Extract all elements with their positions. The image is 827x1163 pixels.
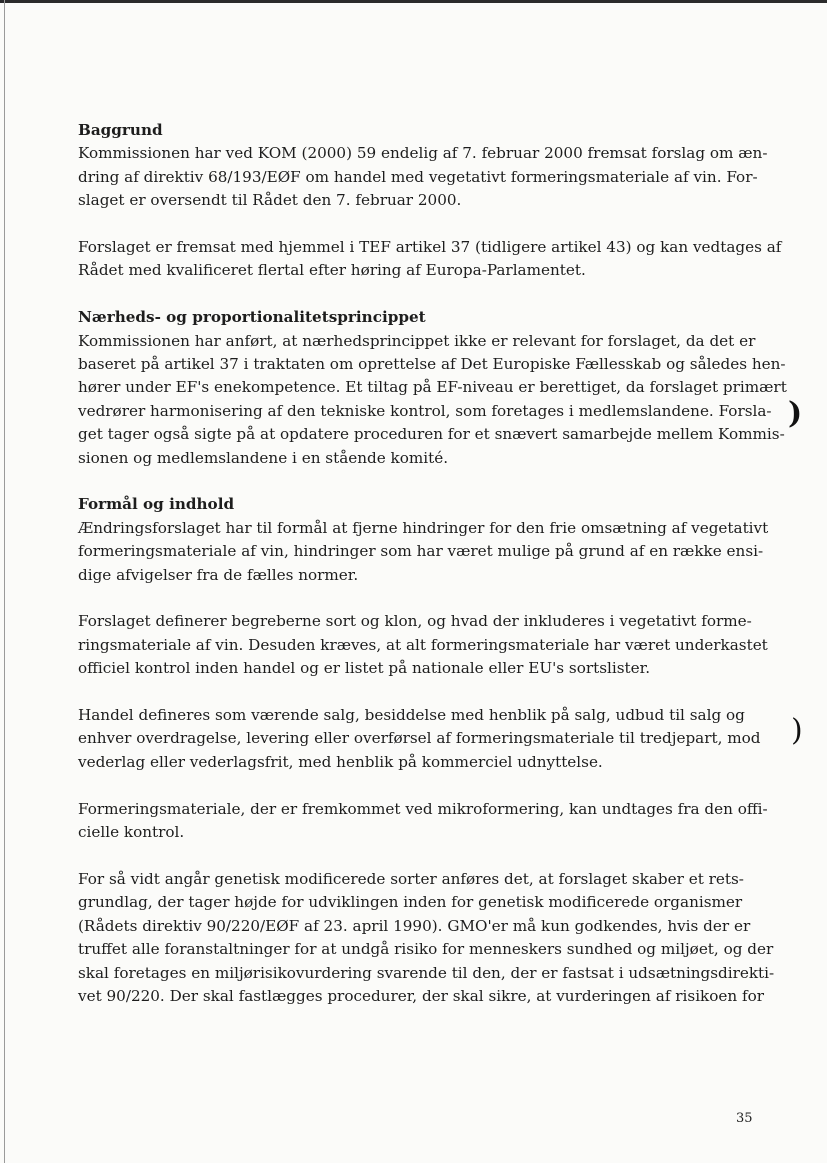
text-line: get tager også sigte på at opdatere proceduren for et snævert samarbejde mellem Kommis- [78, 425, 785, 444]
paragraph [78, 330, 787, 470]
text-line: Kommissionen har anført, at nærhedsprincippet ikke er relevant for forslaget, da det er [78, 331, 756, 350]
text-line: cielle kontrol. [78, 823, 185, 842]
text-line: For så vidt angår genetisk modificerede sorter anføres det, at forslaget skaber et rets- [78, 869, 744, 888]
text-line: Ændringsforslaget har til formål at fjerne hindringer for den frie omsætning af vegetativt [78, 518, 769, 537]
left-scan-edge [4, 0, 5, 1163]
text-line: Handel defineres som værende salg, besiddelse med henblik på salg, udbud til salg og [78, 706, 745, 725]
text-line: Forslaget er fremsat med hjemmel i TEF artikel 37 (tidligere artikel 43) og kan vedtages af [78, 238, 782, 257]
text-line: vedrører harmonisering af den tekniske kontrol, som foretages i medlemslandene. Forsla- [78, 401, 772, 420]
text-line: Rådet med kvalificeret flertal efter høring af Europa-Parlamentet. [78, 261, 586, 280]
page-number: 35 [736, 1111, 753, 1126]
section-formaal [78, 493, 775, 1008]
paragraph [78, 142, 768, 212]
text-line: vederlag eller vederlagsfrit, med henblik på kommerciel udnyttelse. [78, 752, 603, 771]
paragraph [78, 236, 782, 283]
section-baggrund [78, 119, 782, 283]
text-line: vet 90/220. Der skal fastlægges procedurer, der skal sikre, at vurderingen af risikoen for [78, 986, 765, 1005]
text-line: Forslaget definerer begreberne sort og klon, og hvad der inkluderes i vegetativt forme- [78, 612, 752, 631]
document-body [78, 119, 787, 1008]
text-line: skal foretages en miljørisikovurdering svarende til den, der er fastsat i udsætningsdirekti- [78, 963, 775, 982]
text-line: officiel kontrol inden handel og er listet på nationale eller EU's sortslister. [78, 659, 651, 678]
text-line: dring af direktiv 68/193/EØF om handel med vegetativt formeringsmateriale af vin. For- [78, 167, 758, 186]
text-line: truffet alle foranstaltninger for at undgå risiko for menneskers sundhed og miljøet, og der [78, 940, 774, 959]
text-line: (Rådets direktiv 90/220/EØF af 23. april 1990). GMO'er må kun godkendes, hvis der er [78, 916, 751, 935]
section-naerhed [78, 306, 787, 470]
text-line: grundlag, der tager højde for udviklingen inden for genetisk modificerede organismer [78, 893, 743, 912]
section-heading: Baggrund [78, 121, 163, 139]
binder-hole-mark-lower: ) [791, 713, 803, 748]
text-line: enhver overdragelse, levering eller overførsel af formeringsmateriale til tredjepart, mod [78, 729, 761, 748]
text-line: hører under EF's enekompetence. Et tiltag på EF-niveau er berettiget, da forslaget primært [78, 378, 787, 397]
paragraph [78, 798, 768, 845]
text-line: ringsmateriale af vin. Desuden kræves, at alt formeringsmateriale har været underkastet [78, 635, 768, 654]
text-line: baseret på artikel 37 i traktaten om oprettelse af Det Europiske Fællesskab og således hen- [78, 355, 786, 374]
section-heading: Formål og indhold [78, 495, 235, 514]
text-line: formeringsmateriale af vin, hindringer som har været mulige på grund af en række ensi- [78, 542, 764, 561]
text-line: sionen og medlemslandene i en stående komité. [78, 448, 449, 467]
paragraph [78, 517, 769, 587]
section-heading: Nærheds- og proportionalitetsprincippet [78, 308, 426, 327]
paragraph [78, 610, 768, 680]
text-line: Kommissionen har ved KOM (2000) 59 endelig af 7. februar 2000 fremsat forslag om æn- [78, 144, 768, 163]
paragraph [78, 704, 761, 774]
text-line: slaget er oversendt til Rådet den 7. februar 2000. [78, 191, 462, 210]
paragraph [78, 868, 775, 1008]
binder-hole-mark-upper: ) [788, 396, 803, 431]
text-line: Formeringsmateriale, der er fremkommet ved mikroformering, kan undtages fra den offi- [78, 799, 768, 818]
top-border-line [0, 0, 827, 3]
text-line: dige afvigelser fra de fælles normer. [78, 565, 359, 584]
